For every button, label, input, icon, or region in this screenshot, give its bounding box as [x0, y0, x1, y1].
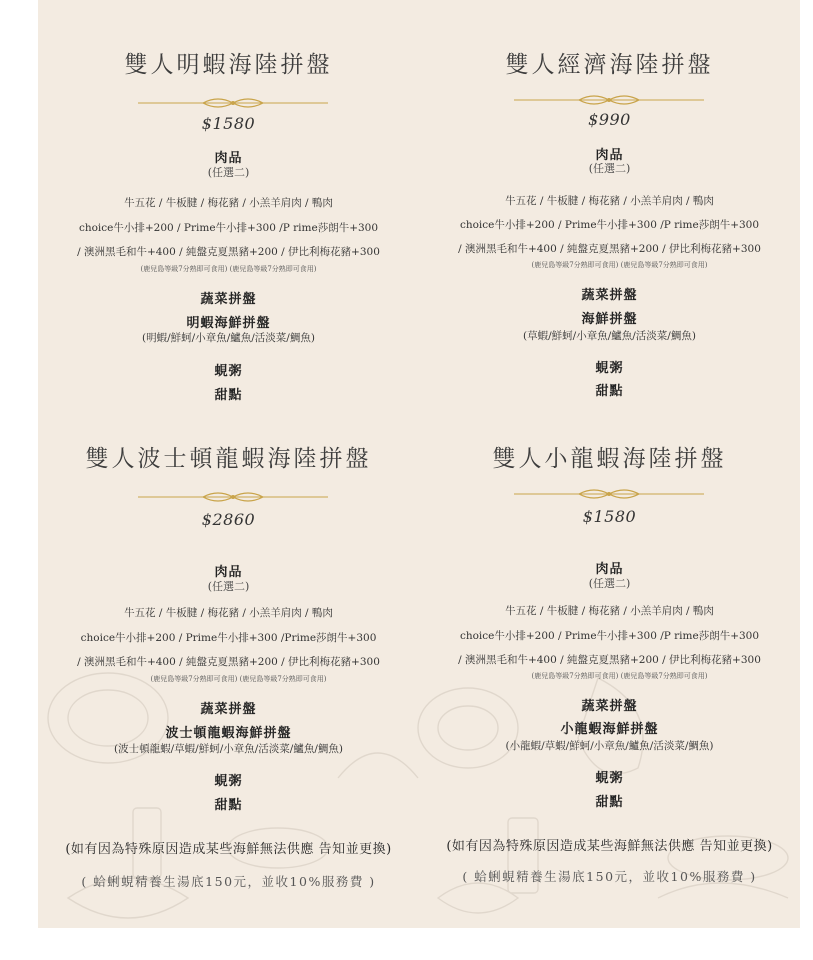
meat-options-line-1: 牛五花 / 牛板腱 / 梅花豬 / 小羔羊肩肉 / 鴨肉 [505, 605, 714, 617]
panel-title: 雙人明蝦海陸拼盤 [124, 52, 333, 78]
meat-options-line-1: 牛五花 / 牛板腱 / 梅花豬 / 小羔羊肩肉 / 鴨肉 [124, 607, 333, 619]
gold-ornament-divider-icon [138, 96, 328, 110]
dessert: 甜點 [214, 798, 243, 813]
meat-options-line-2: choice牛小排+200 / Prime牛小排+300 /Prime莎朗牛+300 [80, 632, 377, 644]
meat-choice-note: (任選二) [207, 580, 250, 593]
seafood-items: (草蝦/鮮蚵/小章魚/鱸魚/活淡菜/鯛魚) [523, 330, 696, 342]
soup-service-fee-note: ( 蛤蜊蜆精養生湯底150元，並收10%服務費 ) [462, 869, 757, 884]
panel-title: 雙人小龍蝦海陸拼盤 [492, 446, 727, 472]
meat-choice-note: (任選二) [588, 162, 631, 175]
dessert: 甜點 [214, 388, 243, 403]
meat-options-line-3: / 澳洲黑毛和牛+400 / 純盤克夏黑豬+200 / 伊比利梅花豬+300 [458, 654, 761, 666]
price: $2860 [201, 510, 256, 529]
price: $1580 [201, 114, 256, 133]
meat-doneness-note: (鹿兒島等級7分熟即可食用) (鹿兒島等級7分熟即可食用) [140, 265, 317, 273]
seafood-platter: 明蝦海鮮拼盤 [186, 316, 271, 331]
veg-platter: 蔬菜拼盤 [200, 702, 257, 717]
seafood-items: (波士頓龍蝦/草蝦/鮮蚵/小章魚/活淡菜/鱸魚/鯛魚) [114, 743, 343, 755]
seafood-platter: 海鮮拼盤 [581, 312, 638, 327]
meat-options-line-3: / 澳洲黑毛和牛+400 / 純盤克夏黑豬+200 / 伊比利梅花豬+300 [458, 243, 761, 255]
meat-options-line-1: 牛五花 / 牛板腱 / 梅花豬 / 小羔羊肩肉 / 鴨肉 [124, 197, 333, 209]
soup-service-fee-note: ( 蛤蜊蜆精養生湯底150元，並收10%服務費 ) [81, 874, 376, 889]
meat-choice-note: (任選二) [588, 577, 631, 590]
meat-heading: 肉品 [595, 562, 624, 577]
veg-platter: 蔬菜拼盤 [581, 699, 638, 714]
seafood-items: (小龍蝦/草蝦/鮮蚵/小章魚/鱸魚/活淡菜/鯛魚) [505, 740, 714, 752]
meat-doneness-note: (鹿兒島等級7分熟即可食用) (鹿兒島等級7分熟即可食用) [531, 261, 708, 269]
veg-platter: 蔬菜拼盤 [200, 292, 257, 307]
meat-options-line-1: 牛五花 / 牛板腱 / 梅花豬 / 小羔羊肩肉 / 鴨肉 [505, 195, 714, 207]
meat-options-line-2: choice牛小排+200 / Prime牛小排+300 /P rime莎朗牛+300 [459, 630, 760, 642]
congee: 蜆粥 [214, 774, 243, 789]
meat-doneness-note: (鹿兒島等級7分熟即可食用) (鹿兒島等級7分熟即可食用) [150, 675, 327, 683]
congee: 蜆粥 [595, 771, 624, 786]
menu-sheet [38, 0, 800, 928]
price: $1580 [582, 507, 637, 526]
panel-title: 雙人經濟海陸拼盤 [505, 52, 714, 78]
supply-notice: (如有因為特殊原因造成某些海鮮無法供應 告知並更換) [65, 842, 392, 857]
seafood-items: (明蝦/鮮蚵/小章魚/鱸魚/活淡菜/鯛魚) [142, 332, 315, 344]
meat-heading: 肉品 [214, 565, 243, 580]
meat-heading: 肉品 [214, 151, 243, 166]
dessert: 甜點 [595, 795, 624, 810]
panel-title: 雙人波士頓龍蝦海陸拼盤 [85, 446, 372, 472]
price: $990 [588, 110, 631, 129]
meat-doneness-note: (鹿兒島等級7分熟即可食用) (鹿兒島等級7分熟即可食用) [531, 672, 708, 680]
seafood-platter: 波士頓龍蝦海鮮拼盤 [165, 726, 292, 741]
meat-options-line-3: / 澳洲黑毛和牛+400 / 純盤克夏黑豬+200 / 伊比利梅花豬+300 [77, 246, 380, 258]
meat-heading: 肉品 [595, 148, 624, 163]
congee: 蜆粥 [214, 364, 243, 379]
meat-options-line-2: choice牛小排+200 / Prime牛小排+300 /P rime莎朗牛+300 [78, 222, 379, 234]
congee: 蜆粥 [595, 361, 624, 376]
dessert: 甜點 [595, 384, 624, 399]
seafood-platter: 小龍蝦海鮮拼盤 [560, 722, 659, 737]
meat-options-line-3: / 澳洲黑毛和牛+400 / 純盤克夏黑豬+200 / 伊比利梅花豬+300 [77, 656, 380, 668]
gold-ornament-divider-icon [138, 490, 328, 504]
veg-platter: 蔬菜拼盤 [581, 288, 638, 303]
meat-options-line-2: choice牛小排+200 / Prime牛小排+300 /P rime莎朗牛+300 [459, 219, 760, 231]
meat-choice-note: (任選二) [207, 166, 250, 179]
supply-notice: (如有因為特殊原因造成某些海鮮無法供應 告知並更換) [446, 839, 773, 854]
gold-ornament-divider-icon [514, 93, 704, 107]
gold-ornament-divider-icon [514, 487, 704, 501]
